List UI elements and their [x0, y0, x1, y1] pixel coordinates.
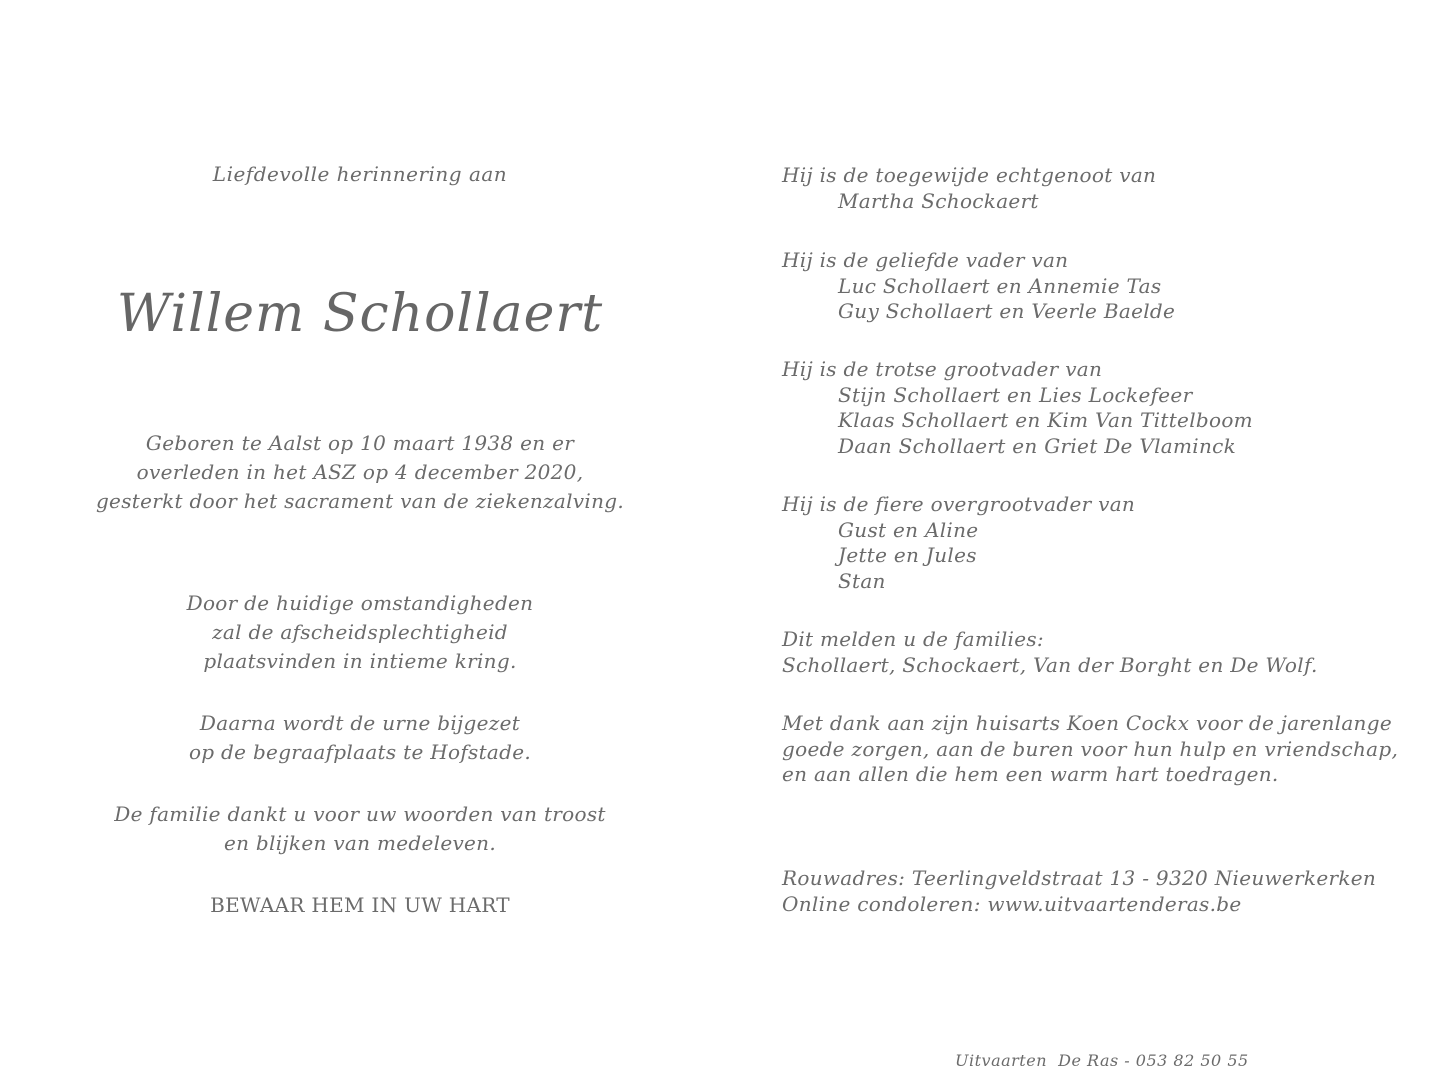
relative-name: Martha Schockaert: [838, 188, 1039, 213]
text-line: plaatsvinden in intieme kring.: [203, 649, 517, 673]
relative-name: Stijn Schollaert en Lies Lockefeer: [838, 382, 1193, 407]
relative-name: Daan Schollaert en Griet De Vlaminck: [838, 433, 1237, 458]
text-line: Door de huidige omstandigheden: [186, 591, 534, 615]
text-line: goede zorgen, aan de buren voor hun hulp en vriendschap,: [782, 736, 1399, 761]
families-block: [782, 627, 1422, 678]
birth-death-block: [40, 429, 680, 516]
text-line: De familie dankt u voor uw woorden van troost: [114, 802, 606, 826]
relative-name: Jette en Jules: [838, 543, 977, 567]
relative-name: Gust en Aline: [838, 517, 979, 542]
text-line: Met dank aan zijn huisarts Koen Cockx voor de jarenlange: [782, 711, 1392, 735]
grandchildren-group: [782, 357, 1422, 459]
relative-name: Stan: [838, 568, 886, 593]
group-heading: Hij is de trotse grootvader van: [782, 357, 1103, 381]
funeral-home-footer: Uitvaarten De Ras - 053 82 50 55: [955, 1051, 1249, 1070]
text-line: op de begraafplaats te Hofstade.: [188, 740, 532, 764]
group-heading: Hij is de toegewijde echtgenoot van: [782, 163, 1157, 187]
urn-block: [40, 709, 680, 767]
text-line: overleden in het ASZ op 4 december 2020,: [136, 460, 584, 484]
text-line: zal de afscheidsplechtigheid: [212, 620, 508, 644]
spouse-group: [782, 163, 1422, 214]
contact-block: [782, 866, 1422, 917]
relative-name: Luc Schollaert en Annemie Tas: [838, 273, 1162, 298]
text-line: Geboren te Aalst op 10 maart 1938 en er: [145, 431, 575, 455]
memorial-intro: Liefdevolle herinnering aan: [212, 162, 508, 186]
text-line: en aan allen die hem een warm hart toedragen.: [782, 762, 1279, 786]
deceased-name: Willem Schollaert: [116, 284, 604, 344]
group-heading: Hij is de fiere overgrootvader van: [782, 492, 1136, 516]
mourning-address: Rouwadres: Teerlingveldstraat 13 - 9320 Nieuwerkerken: [782, 866, 1377, 890]
text-line: Daarna wordt de urne bijgezet: [199, 711, 521, 735]
great-grandchildren-group: [782, 492, 1422, 594]
online-condolence: Online condoleren: www.uitvaartenderas.be: [782, 891, 1242, 916]
thanks-block: [40, 800, 680, 858]
text-line: Dit melden u de families:: [782, 627, 1044, 651]
text-line: Schollaert, Schockaert, Van der Borght en De Wolf.: [782, 652, 1318, 677]
closing-motto: BEWAAR HEM IN UW HART: [210, 893, 510, 917]
text-line: en blijken van medeleven.: [223, 831, 497, 855]
ceremony-block: [40, 589, 680, 676]
text-line: gesterkt door het sacrament van de ziekenzalving.: [95, 489, 625, 513]
group-heading: Hij is de geliefde vader van: [782, 248, 1069, 272]
relative-name: Klaas Schollaert en Kim Van Tittelboom: [838, 408, 1253, 432]
relative-name: Guy Schollaert en Veerle Baelde: [838, 299, 1176, 323]
children-group: [782, 248, 1422, 325]
gratitude-block: [782, 711, 1422, 788]
